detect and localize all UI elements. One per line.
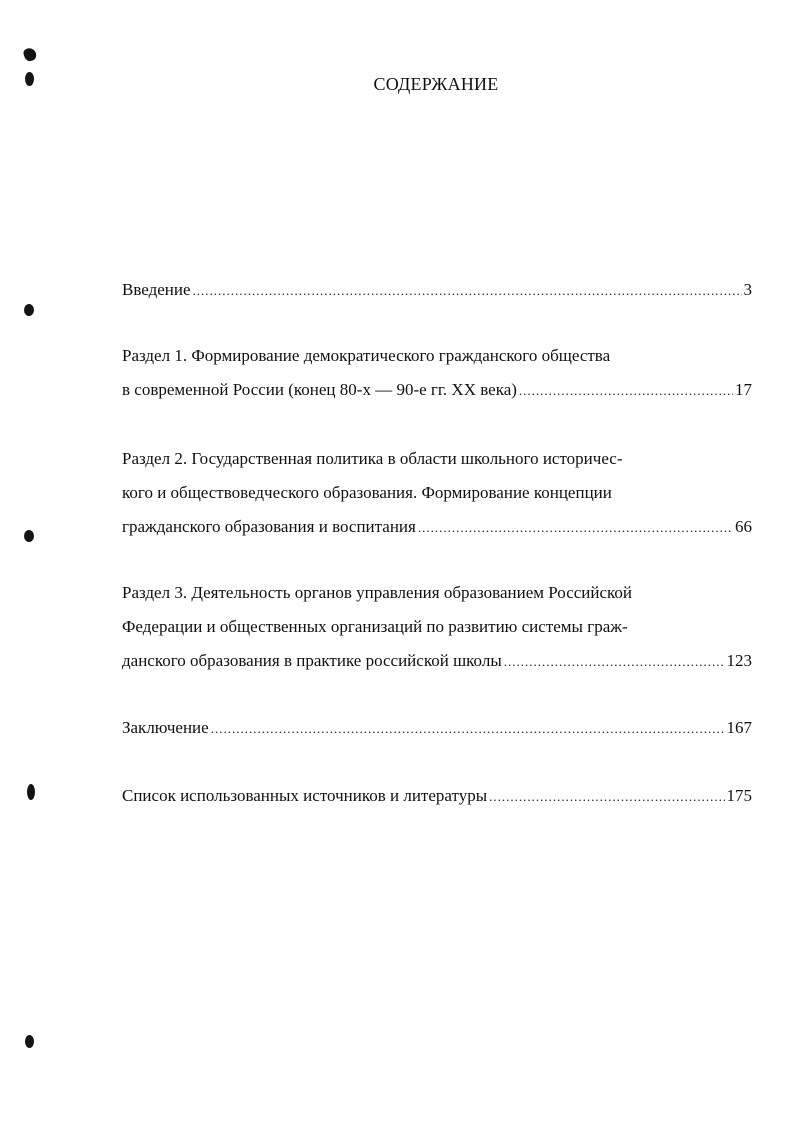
toc-page-number: 167: [726, 718, 752, 737]
toc-entry-label: Введение: [122, 280, 191, 299]
binding-hole-mark: [27, 784, 35, 800]
page-title: СОДЕРЖАНИЕ: [373, 74, 499, 94]
dot-leader: [193, 280, 742, 302]
toc-page-number: 66: [735, 517, 752, 536]
toc-entry-label: Заключение: [122, 718, 209, 737]
toc-entry-conclusion[interactable]: [122, 717, 752, 740]
toc-entry-intro[interactable]: [122, 279, 752, 302]
toc-entry-section3[interactable]: [122, 650, 752, 673]
toc-entry-label: в современной России (конец 80-х — 90-е гг. XX века): [122, 380, 517, 399]
toc-entry-label: данского образования в практике российской школы: [122, 651, 502, 670]
toc-page-number: 3: [743, 280, 752, 299]
toc-page-number: 175: [726, 786, 752, 805]
dot-leader: [489, 786, 724, 808]
toc-entry-section1-line1: Раздел 1. Формирование демократического гражданского общества: [122, 346, 611, 365]
dot-leader: [519, 380, 733, 402]
toc-entry-label: гражданского образования и воспитания: [122, 517, 416, 536]
toc-entry-section2-line1: Раздел 2. Государственная политика в области школьного историчес-: [122, 449, 623, 468]
toc-page-number: 17: [735, 380, 752, 399]
toc-entry-section2-line2: кого и обществоведческого образования. Формирование концепции: [122, 483, 612, 502]
binding-hole-mark: [24, 530, 34, 542]
dot-leader: [418, 517, 733, 539]
toc-page-number: 123: [726, 651, 752, 670]
binding-hole-mark: [25, 1035, 34, 1048]
dot-leader: [211, 718, 725, 740]
toc-entry-label: Список использованных источников и литературы: [122, 786, 488, 805]
dot-leader: [504, 651, 725, 673]
toc-entry-section2[interactable]: [122, 516, 752, 539]
binding-hole-mark: [24, 304, 34, 316]
toc-entry-sources[interactable]: [122, 785, 752, 808]
toc-entry-section1[interactable]: [122, 379, 752, 402]
toc-entry-section3-line1: Раздел 3. Деятельность органов управления образованием Российской: [122, 583, 633, 602]
toc-entry-section3-line2: Федерации и общественных организаций по развитию системы граж-: [122, 617, 628, 636]
binding-hole-mark: [22, 46, 38, 62]
